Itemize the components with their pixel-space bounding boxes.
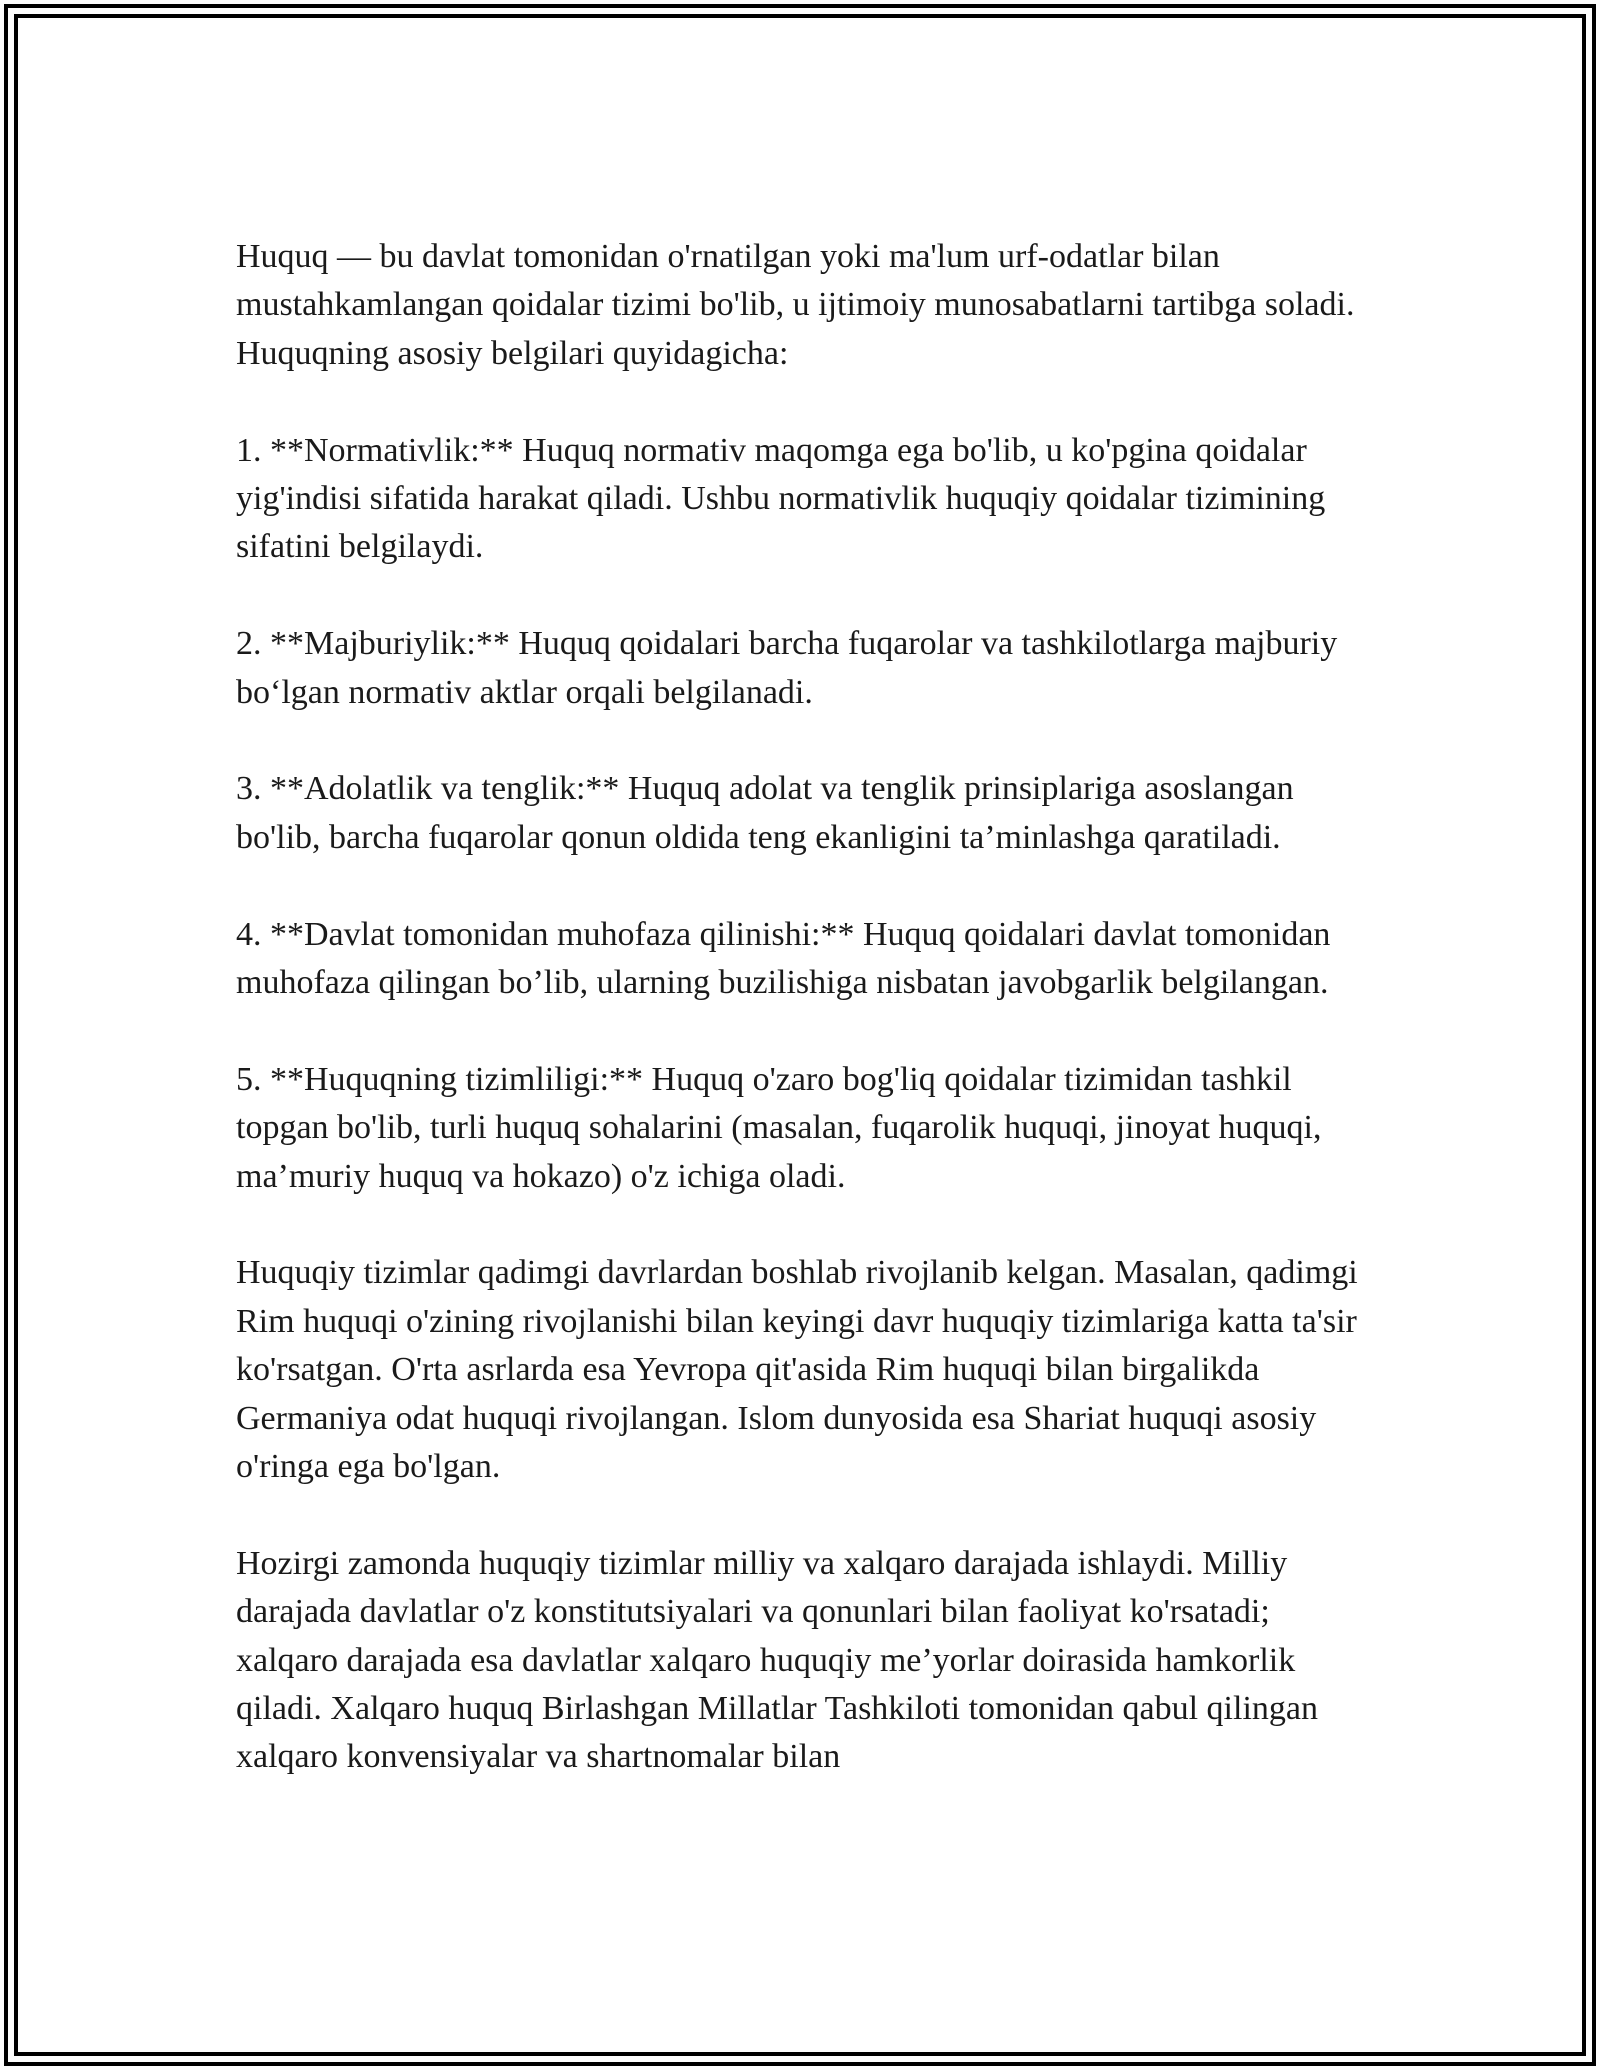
history-paragraph: Huquqiy tizimlar qadimgi davrlardan boshlab rivojlanib kelgan. Masalan, qadimgi Rim huquqi o'zining rivojlanishi bilan keyingi davr huquqiy tizimlariga katta ta'sir ko'rsatgan. O'rta asrlarda esa Yevropa qit'asida Rim huquqi bilan birgalikda Germaniya odat huquqi rivojlangan. Islom dunyosida esa Shariat huquqi asosiy o'ringa ega bo'lgan.	[236, 1254, 1358, 1486]
list-item-normativlik: 1. **Normativlik:** Huquq normativ maqomga ega bo'lib, u ko'pgina qoidalar yig'indisi sifatida harakat qiladi. Ushbu normativlik huquqiy qoidalar tizimining sifatini belgilaydi.	[236, 431, 1326, 566]
list-item-majburiylik: 2. **Majburiylik:** Huquq qoidalari barcha fuqarolar va tashkilotlarga majburiy bo‘lgan normativ aktlar orqali belgilanadi.	[236, 625, 1338, 711]
list-item-tizimlilik: 5. **Huquqning tizimliligi:** Huquq o'zaro bog'liq qoidalar tizimidan tashkil topgan bo'lib, turli huquq sohalarini (masalan, fuqarolik huquqi, jinoyat huquqi, ma’muriy huquq va hokazo) o'z ichiga oladi.	[236, 1060, 1322, 1195]
list-item-adolatlik: 3. **Adolatlik va tenglik:** Huquq adolat va tenglik prinsiplariga asoslangan bo'lib, barcha fuqarolar qonun oldida teng ekanligini ta’minlashga qaratiladi.	[236, 770, 1294, 856]
document-body	[236, 233, 1366, 1782]
list-item-muhofaza: 4. **Davlat tomonidan muhofaza qilinishi:** Huquq qoidalari davlat tomonidan muhofaza qilingan bo’lib, ularning buzilishiga nisbatan javobgarlik belgilangan.	[236, 915, 1331, 1002]
intro-paragraph: Huquq — bu davlat tomonidan o'rnatilgan yoki ma'lum urf-odatlar bilan mustahkamlangan qoidalar tizimi bo'lib, u ijtimoiy munosabatlarni tartibga soladi. Huquqning asosiy belgilari quyidagicha:	[236, 238, 1355, 372]
modern-paragraph: Hozirgi zamonda huquqiy tizimlar milliy va xalqaro darajada ishlaydi. Milliy darajada davlatlar o'z konstitutsiyalari va qonunlari bilan faoliyat ko'rsatadi; xalqaro darajada esa davlatlar xalqaro huquqiy me’yorlar doirasida hamkorlik qiladi. Xalqaro huquq Birlashgan Millatlar Tashkiloti tomonidan qabul qilingan xalqaro konvensiyalar va shartnomalar bilan	[236, 1544, 1318, 1776]
